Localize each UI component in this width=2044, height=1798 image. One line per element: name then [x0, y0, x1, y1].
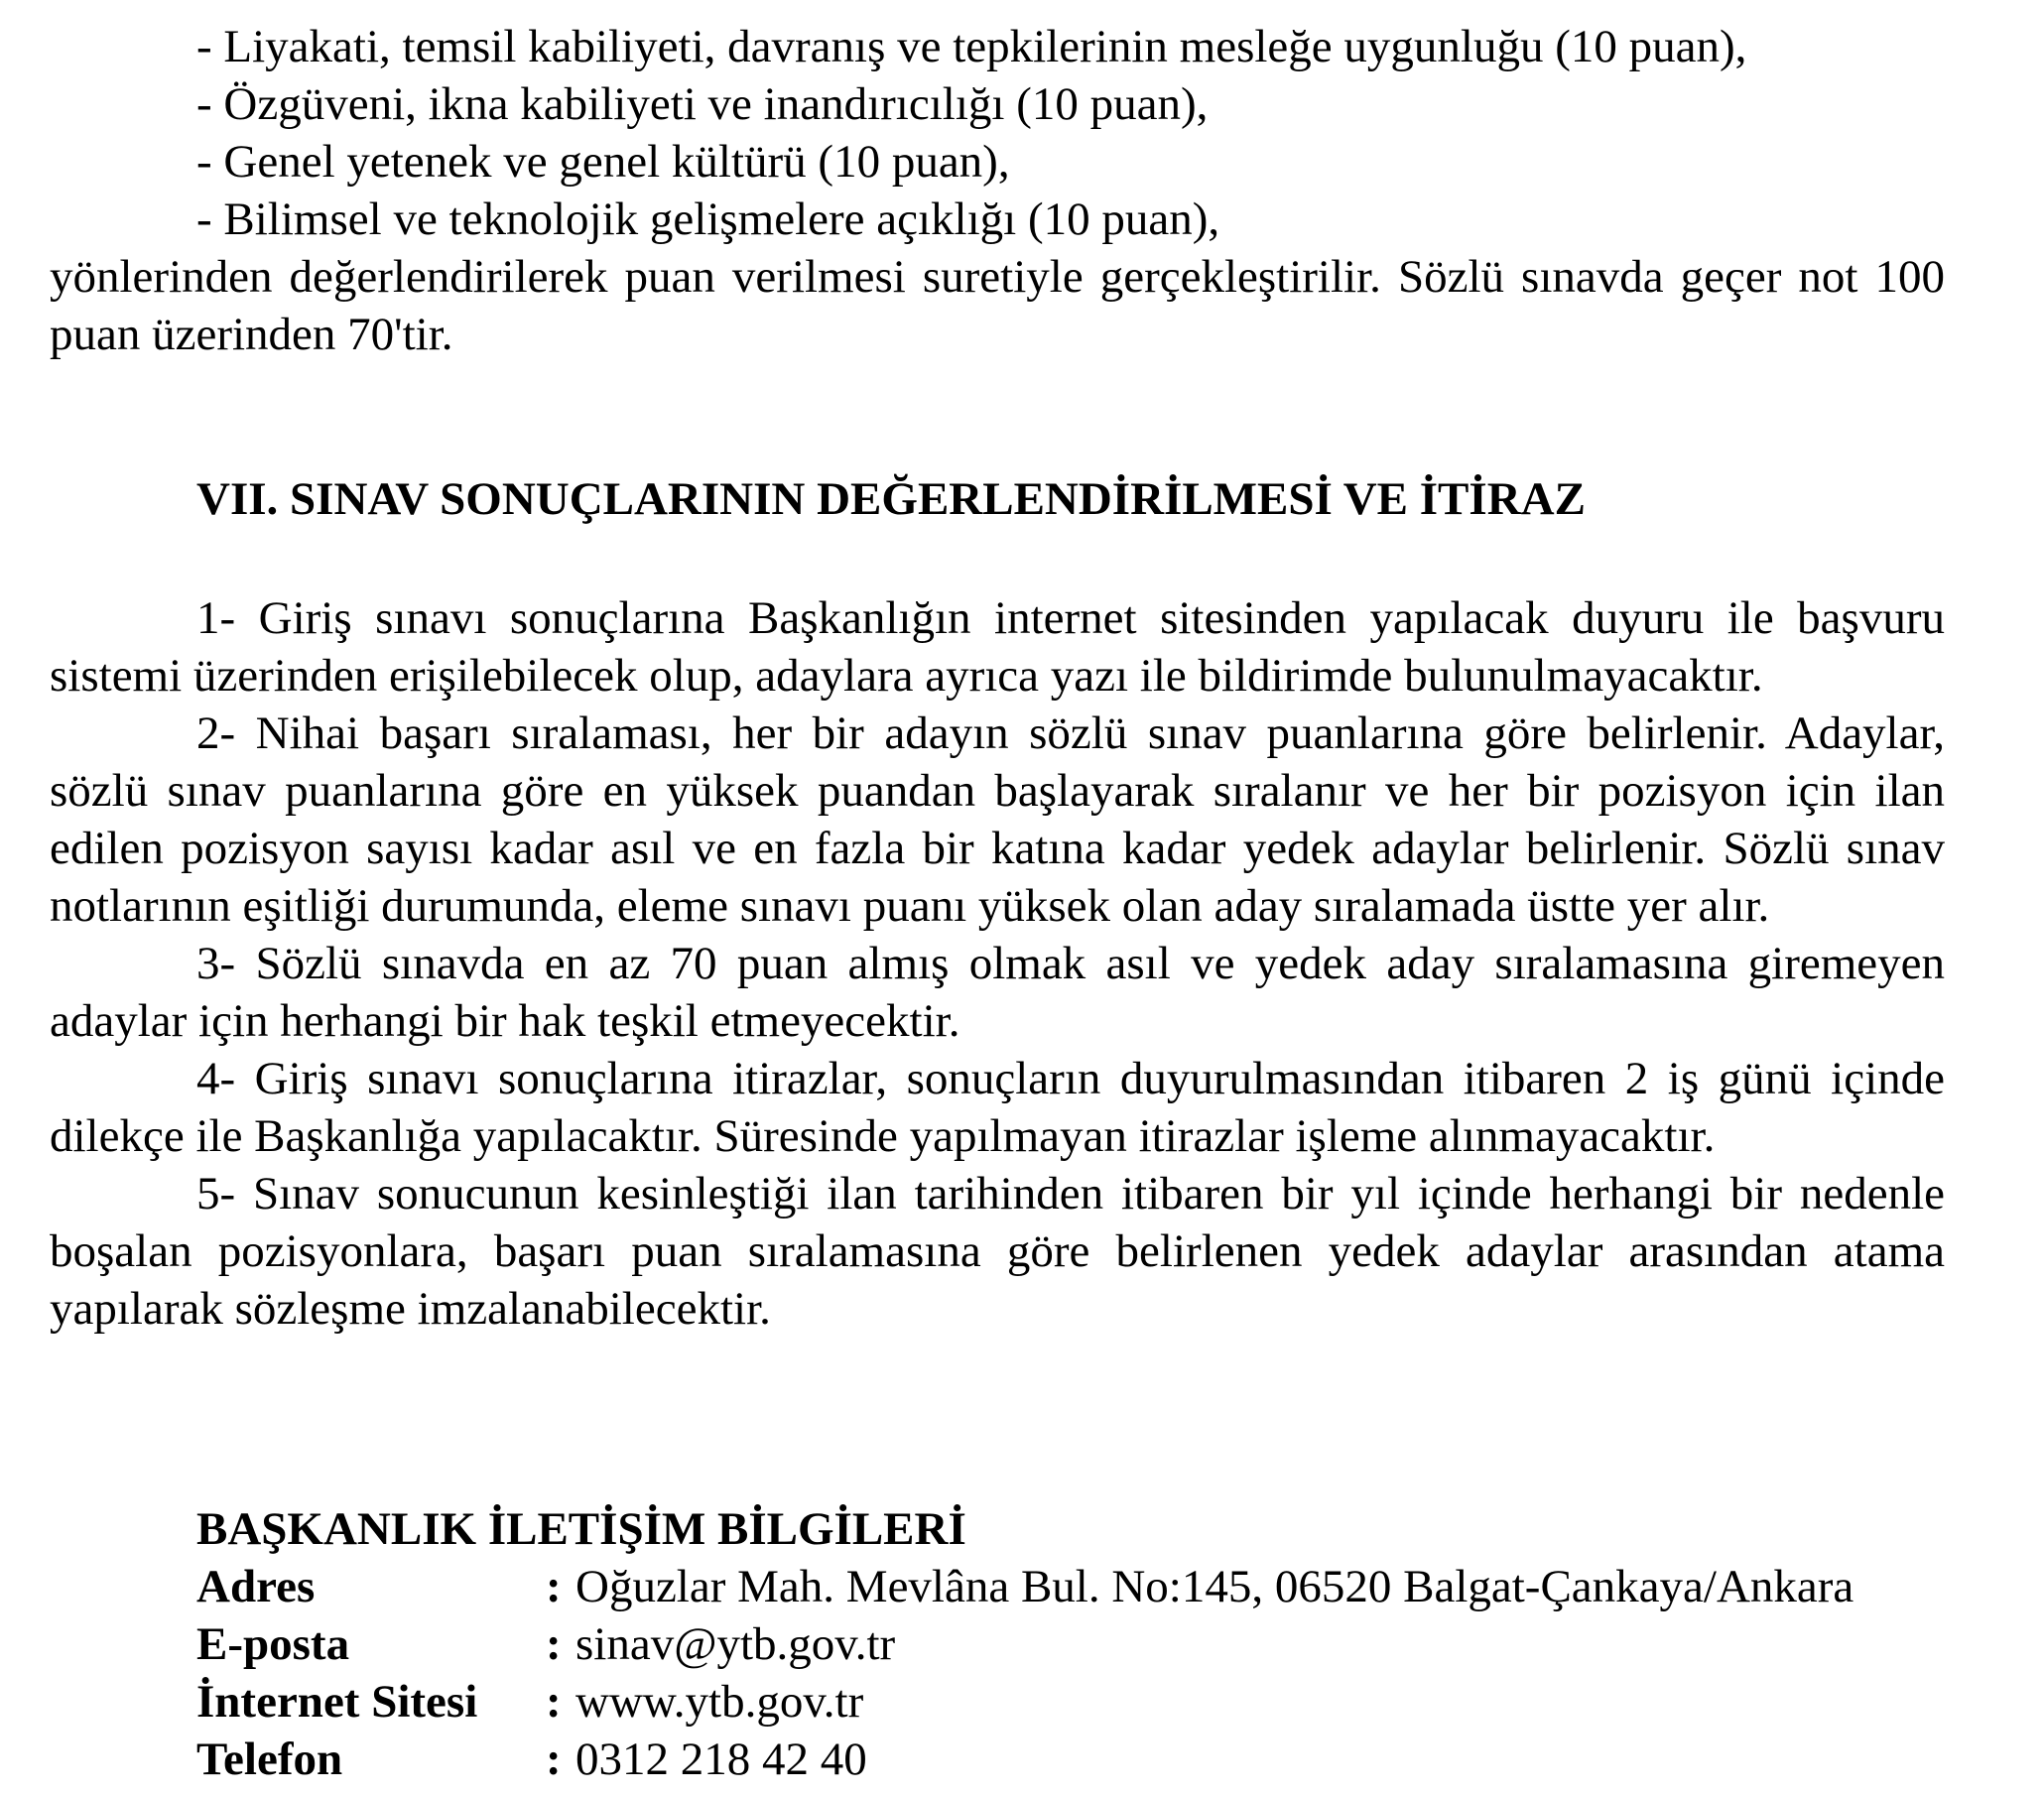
contact-separator: : — [546, 1676, 562, 1728]
criteria-item: - Özgüveni, ikna kabiliyeti ve inandırıcılığı (10 puan), — [196, 78, 1209, 130]
section-item-2: 2- Nihai başarı sıralaması, her bir adayın sözlü sınav puanlarına göre belirlenir. Adaylar, sözlü sınav puanlarına göre en yüksek puandan başlayarak sıralanır ve her bir pozisyon için ilan edilen pozisyon sayısı kadar asıl ve en fazla bir katına kadar yedek adaylar belirlenir. Sözlü sınav notlarının eşitliği durumunda, eleme sınavı puanı yüksek olan aday sıralamada üstte yer alır. — [50, 707, 1945, 932]
section-item-4: 4- Giriş sınavı sonuçlarına itirazlar, sonuçların duyurulmasından itibaren 2 iş günü içinde dilekçe ile Başkanlığa yapılacaktır. Süresinde yapılmayan itirazlar işleme alınmayacaktır. — [50, 1053, 1945, 1162]
criteria-item: - Genel yetenek ve genel kültürü (10 puan), — [196, 136, 1010, 188]
contact-label: Telefon — [196, 1734, 343, 1785]
criteria-item: - Liyakati, temsil kabiliyeti, davranış ve tepkilerinin mesleğe uygunluğu (10 puan), — [196, 21, 1747, 72]
contact-title: BAŞKANLIK İLETİŞİM BİLGİLERİ — [196, 1503, 966, 1555]
address-value: Oğuzlar Mah. Mevlâna Bul. No:145, 06520 Balgat-Çankaya/Ankara — [575, 1561, 1854, 1612]
criteria-list — [50, 18, 1945, 363]
criteria-conclusion: yönlerinden değerlendirilerek puan verilmesi suretiyle gerçekleştirilir. Sözlü sınavda geçer not 100 puan üzerinden 70'tir. — [50, 251, 1945, 360]
section-item-1: 1- Giriş sınavı sonuçlarına Başkanlığın internet sitesinden yapılacak duyuru ile başvuru sistemi üzerinden erişilebilecek olup, adaylara ayrıca yazı ile bildirimde bulunulmayacaktır. — [50, 592, 1945, 702]
phone-value: 0312 218 42 40 — [575, 1734, 867, 1785]
contact-info — [196, 1558, 1945, 1788]
contact-label: İnternet Sitesi — [196, 1676, 478, 1728]
contact-row-website — [196, 1673, 1945, 1731]
section-item-5: 5- Sınav sonucunun kesinleştiği ilan tarihinden itibaren bir yıl içinde herhangi bir nedenle boşalan pozisyonlara, başarı puan sıralamasına göre belirlenen yedek adaylar arasından atama yapılarak sözleşme imzalanabilecektir. — [50, 1168, 1945, 1335]
contact-row-address — [196, 1558, 1945, 1615]
contact-label: Adres — [196, 1561, 316, 1612]
contact-separator: : — [546, 1561, 562, 1612]
section-items — [50, 589, 1945, 1338]
section-heading: VII. SINAV SONUÇLARININ DEĞERLENDİRİLMESİ VE İTİRAZ — [196, 473, 1586, 525]
contact-separator: : — [546, 1734, 562, 1785]
website-value: www.ytb.gov.tr — [575, 1676, 864, 1728]
contact-label: E-posta — [196, 1618, 350, 1670]
criteria-item: - Bilimsel ve teknolojik gelişmelere açıklığı (10 puan), — [196, 193, 1220, 245]
contact-row-email — [196, 1615, 1945, 1673]
email-value: sinav@ytb.gov.tr — [575, 1618, 896, 1670]
contact-row-phone — [196, 1731, 1945, 1788]
contact-separator: : — [546, 1618, 562, 1670]
section-item-3: 3- Sözlü sınavda en az 70 puan almış olmak asıl ve yedek aday sıralamasına giremeyen adaylar için herhangi bir hak teşkil etmeyecektir. — [50, 938, 1945, 1047]
